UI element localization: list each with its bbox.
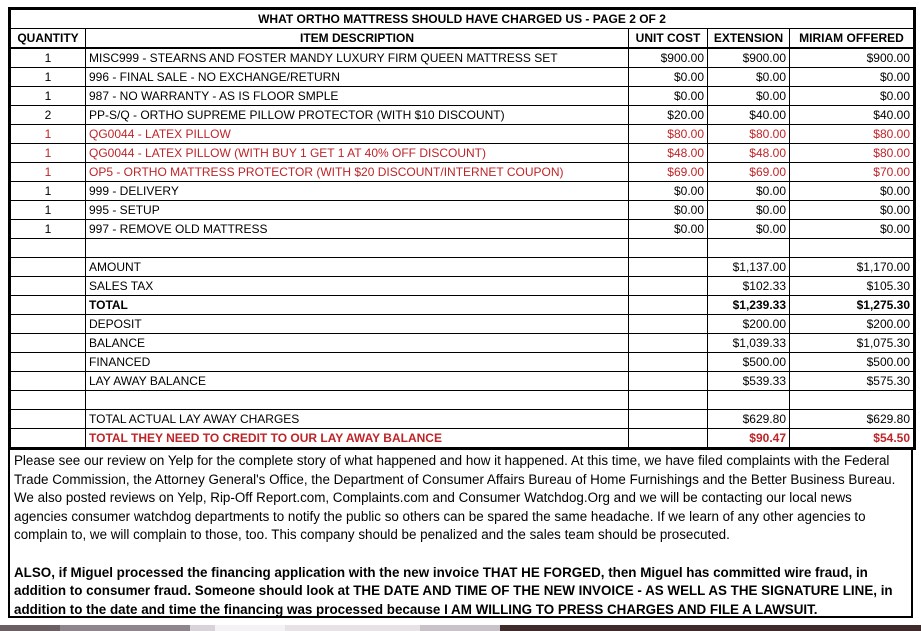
- extension-cell: $629.80: [708, 410, 790, 429]
- table-row: [10, 334, 915, 353]
- miriam-offered-cell: $629.80: [790, 410, 915, 429]
- item-description-cell: TOTAL THEY NEED TO CREDIT TO OUR LAY AWAY BALANCE: [86, 429, 629, 449]
- table-row: [10, 87, 915, 106]
- unit-cost-cell: [629, 296, 708, 315]
- unit-cost-cell: [629, 277, 708, 296]
- item-description-cell: 996 - FINAL SALE - NO EXCHANGE/RETURN: [86, 68, 629, 87]
- quantity-cell: 1: [10, 48, 86, 68]
- window-edge-segment: [215, 625, 285, 631]
- miriam-offered-cell: $54.50: [790, 429, 915, 449]
- quantity-cell: 1: [10, 182, 86, 201]
- quantity-cell: [10, 429, 86, 449]
- extension-cell: $1,137.00: [708, 258, 790, 277]
- fraud-paragraph: ALSO, if Miguel processed the financing application with the new invoice THAT HE FORGED, then Miguel has committed wire fraud, in addition to consumer fraud. Someone should look at THE DATE AND TIME OF THE NEW INVOICE - AS WELL AS THE SIGNATURE LINE, in addition to the date and time the financing was processed because I AM WILLING TO PRESS CHARGES AND FILE A LAWSUIT.: [14, 564, 893, 617]
- table-row: [10, 220, 915, 239]
- miriam-offered-cell: $105.30: [790, 277, 915, 296]
- spreadsheet-area: [8, 7, 913, 618]
- window-edge-segment: [500, 625, 921, 631]
- col-header-item-description: ITEM DESCRIPTION: [86, 29, 629, 49]
- quantity-cell: 2: [10, 106, 86, 125]
- table-row: [10, 353, 915, 372]
- item-description-cell: DEPOSIT: [86, 315, 629, 334]
- item-description-cell: TOTAL ACTUAL LAY AWAY CHARGES: [86, 410, 629, 429]
- unit-cost-cell: [629, 429, 708, 449]
- quantity-cell: [10, 296, 86, 315]
- table-row: [10, 163, 915, 182]
- extension-cell: $102.33: [708, 277, 790, 296]
- cropped-window-edge: [0, 625, 921, 631]
- miriam-offered-cell: $1,075.30: [790, 334, 915, 353]
- item-description-cell: [86, 239, 629, 258]
- extension-cell: $1,239.33: [708, 296, 790, 315]
- quantity-cell: 1: [10, 163, 86, 182]
- extension-cell: $48.00: [708, 144, 790, 163]
- quantity-cell: [10, 258, 86, 277]
- miriam-offered-cell: $1,275.30: [790, 296, 915, 315]
- item-description-cell: OP5 - ORTHO MATTRESS PROTECTOR (WITH $20 DISCOUNT/INTERNET COUPON): [86, 163, 629, 182]
- window-edge-segment: [420, 625, 500, 631]
- quantity-cell: [10, 334, 86, 353]
- item-description-cell: [86, 391, 629, 410]
- extension-cell: $0.00: [708, 87, 790, 106]
- item-description-cell: SALES TAX: [86, 277, 629, 296]
- unit-cost-cell: [629, 315, 708, 334]
- miriam-offered-cell: $500.00: [790, 353, 915, 372]
- unit-cost-cell: [629, 410, 708, 429]
- quantity-cell: [10, 277, 86, 296]
- table-row: [10, 391, 915, 410]
- unit-cost-cell: $0.00: [629, 182, 708, 201]
- quantity-cell: 1: [10, 220, 86, 239]
- miriam-offered-cell: $575.30: [790, 372, 915, 391]
- quantity-cell: [10, 410, 86, 429]
- table-row: [10, 239, 915, 258]
- item-description-cell: 997 - REMOVE OLD MATTRESS: [86, 220, 629, 239]
- quantity-cell: [10, 391, 86, 410]
- window-edge-segment: [0, 625, 60, 631]
- item-description-cell: PP-S/Q - ORTHO SUPREME PILLOW PROTECTOR (WITH $10 DISCOUNT): [86, 106, 629, 125]
- notes-section: [8, 450, 913, 618]
- window-edge-segment: [285, 625, 420, 631]
- extension-cell: $69.00: [708, 163, 790, 182]
- extension-cell: $0.00: [708, 68, 790, 87]
- unit-cost-cell: $0.00: [629, 220, 708, 239]
- window-edge-segment: [190, 625, 215, 631]
- miriam-offered-cell: [790, 391, 915, 410]
- item-description-cell: AMOUNT: [86, 258, 629, 277]
- quantity-cell: [10, 353, 86, 372]
- miriam-offered-cell: $80.00: [790, 144, 915, 163]
- col-header-miriam-offered: MIRIAM OFFERED: [790, 29, 915, 49]
- title-row: [10, 9, 915, 29]
- unit-cost-cell: $48.00: [629, 144, 708, 163]
- unit-cost-cell: [629, 334, 708, 353]
- miriam-offered-cell: $0.00: [790, 201, 915, 220]
- quantity-cell: 1: [10, 68, 86, 87]
- table-row: [10, 48, 915, 68]
- item-description-cell: 999 - DELIVERY: [86, 182, 629, 201]
- extension-cell: $1,039.33: [708, 334, 790, 353]
- miriam-offered-cell: [790, 239, 915, 258]
- unit-cost-cell: $0.00: [629, 201, 708, 220]
- table-row: [10, 182, 915, 201]
- miriam-offered-cell: $0.00: [790, 182, 915, 201]
- item-description-cell: 987 - NO WARRANTY - AS IS FLOOR SMPLE: [86, 87, 629, 106]
- item-description-cell: BALANCE: [86, 334, 629, 353]
- col-header-quantity: QUANTITY: [10, 29, 86, 49]
- item-description-cell: LAY AWAY BALANCE: [86, 372, 629, 391]
- unit-cost-cell: [629, 391, 708, 410]
- item-description-cell: TOTAL: [86, 296, 629, 315]
- unit-cost-cell: [629, 239, 708, 258]
- table-row: [10, 144, 915, 163]
- window-edge-segment: [60, 625, 190, 631]
- table-row: [10, 429, 915, 449]
- quantity-cell: 1: [10, 201, 86, 220]
- table-row: [10, 106, 915, 125]
- miriam-offered-cell: $80.00: [790, 125, 915, 144]
- miriam-offered-cell: $900.00: [790, 48, 915, 68]
- unit-cost-cell: [629, 372, 708, 391]
- extension-cell: $900.00: [708, 48, 790, 68]
- quantity-cell: 1: [10, 87, 86, 106]
- unit-cost-cell: [629, 258, 708, 277]
- table-row: [10, 372, 915, 391]
- unit-cost-cell: [629, 353, 708, 372]
- item-description-cell: 995 - SETUP: [86, 201, 629, 220]
- quantity-cell: [10, 372, 86, 391]
- quantity-cell: 1: [10, 144, 86, 163]
- item-description-cell: MISC999 - STEARNS AND FOSTER MANDY LUXURY FIRM QUEEN MATTRESS SET: [86, 48, 629, 68]
- quantity-cell: [10, 315, 86, 334]
- table-row: [10, 68, 915, 87]
- extension-cell: $90.47: [708, 429, 790, 449]
- miriam-offered-cell: $40.00: [790, 106, 915, 125]
- unit-cost-cell: $80.00: [629, 125, 708, 144]
- extension-cell: $80.00: [708, 125, 790, 144]
- extension-cell: $0.00: [708, 182, 790, 201]
- col-header-unit-cost: UNIT COST: [629, 29, 708, 49]
- extension-cell: $0.00: [708, 220, 790, 239]
- item-description-cell: QG0044 - LATEX PILLOW: [86, 125, 629, 144]
- miriam-offered-cell: $0.00: [790, 87, 915, 106]
- table-row: [10, 277, 915, 296]
- item-description-cell: QG0044 - LATEX PILLOW (WITH BUY 1 GET 1 AT 40% OFF DISCOUNT): [86, 144, 629, 163]
- extension-cell: $500.00: [708, 353, 790, 372]
- extension-cell: $539.33: [708, 372, 790, 391]
- unit-cost-cell: $69.00: [629, 163, 708, 182]
- miriam-offered-cell: $70.00: [790, 163, 915, 182]
- extension-cell: $0.00: [708, 201, 790, 220]
- column-header-row: [10, 29, 915, 49]
- table-row: [10, 315, 915, 334]
- extension-cell: [708, 239, 790, 258]
- miriam-offered-cell: $1,170.00: [790, 258, 915, 277]
- item-description-cell: FINANCED: [86, 353, 629, 372]
- sheet-title: WHAT ORTHO MATTRESS SHOULD HAVE CHARGED US - PAGE 2 OF 2: [10, 9, 915, 29]
- col-header-extension: EXTENSION: [708, 29, 790, 49]
- unit-cost-cell: $0.00: [629, 87, 708, 106]
- miriam-offered-cell: $0.00: [790, 68, 915, 87]
- extension-cell: $200.00: [708, 315, 790, 334]
- table-row: [10, 258, 915, 277]
- unit-cost-cell: $20.00: [629, 106, 708, 125]
- miriam-offered-cell: $0.00: [790, 220, 915, 239]
- invoice-table: [8, 7, 916, 450]
- quantity-cell: [10, 239, 86, 258]
- table-row: [10, 125, 915, 144]
- quantity-cell: 1: [10, 125, 86, 144]
- extension-cell: $40.00: [708, 106, 790, 125]
- complaint-paragraph: Please see our review on Yelp for the complete story of what happened and how it happened. At this time, we have filed complaints with the Federal Trade Commission, the Attorney General's Office, the Department of Consumer Affairs Bureau of Home Furnishings and the Better Business Bureau. We also posted reviews on Yelp, Rip-Off Report.com, Complaints.com and Consumer Watchdog.Org and we will be contacting our local news agencies consumer watchdog departments to notify the public so others can be spared the same headache. If we learn of any other agencies to complain to, we will complain to those, too. This company should be penalized and the sales team should be prosecuted.: [14, 453, 896, 543]
- table-row: [10, 296, 915, 315]
- miriam-offered-cell: $200.00: [790, 315, 915, 334]
- table-row: [10, 410, 915, 429]
- unit-cost-cell: $900.00: [629, 48, 708, 68]
- table-row: [10, 201, 915, 220]
- unit-cost-cell: $0.00: [629, 68, 708, 87]
- extension-cell: [708, 391, 790, 410]
